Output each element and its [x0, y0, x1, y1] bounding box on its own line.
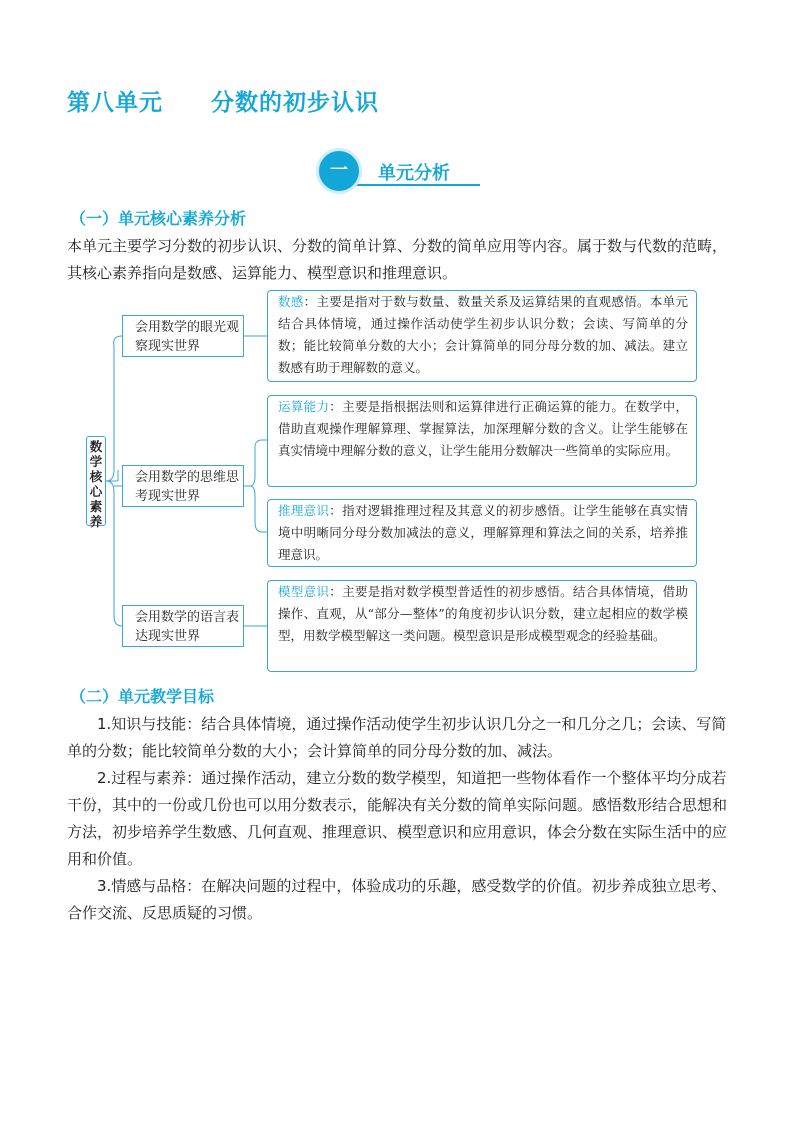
section2-heading: （二）单元教学目标 — [70, 687, 215, 706]
category-box-thinking: 会用数学的思维思考现实世界 — [122, 465, 244, 507]
desc-box-number-sense — [267, 290, 697, 382]
goal-knowledge-skills: 1.知识与技能：结合具体情境，通过操作活动使学生初步认识几分之一和几分之几；会读、写简单的分数；能比较简单分数的大小；会计算简单的同分母分数的加、减法。 — [67, 715, 727, 760]
desc-box-modeling — [267, 580, 697, 672]
section1-intro-text: 本单元主要学习分数的初步认识、分数的简单计算、分数的简单应用等内容。属于数与代数的范畴，其核心素养指向是数感、运算能力、模型意识和推理意识。 — [67, 237, 728, 282]
unit-topic: 分数的初步认识 — [211, 90, 379, 116]
banner-number-badge: 一 — [316, 148, 362, 194]
desc-computation: ：主要是指根据法则和运算律进行正确运算的能力。在数学中，借助直观操作理解算理、掌握算法，加深理解分数的含义。让学生能够在真实情境中理解分数的意义，让学生能用分数解决一些简单的实际应用。 — [278, 399, 688, 458]
diagram-root-box: 数学核心素养 — [86, 436, 106, 526]
category-box-language: 会用数学的语言表达现实世界 — [122, 605, 244, 647]
desc-reasoning: ：指对逻辑推理过程及其意义的初步感悟。让学生能够在真实情境中明晰同分母分数加减法的意义，理解算理和算法之间的关系，培养推理意识。 — [278, 503, 688, 562]
term-number-sense: 数感 — [278, 294, 304, 309]
section1-heading: （一）单元核心素养分析 — [70, 209, 247, 228]
goal-emotion-character: 3.情感与品格：在解决问题的过程中，体验成功的乐趣，感受数学的价值。初步养成独立思考、合作交流、反思质疑的习惯。 — [67, 877, 727, 922]
section1-intro — [67, 233, 727, 287]
banner-label: 单元分析 — [378, 163, 450, 184]
page-title — [67, 84, 379, 117]
term-modeling: 模型意识 — [278, 584, 330, 599]
category-box-vision: 会用数学的眼光观察现实世界 — [122, 315, 244, 357]
section2-goals — [67, 711, 727, 927]
desc-box-computation — [267, 395, 697, 487]
unit-number: 第八单元 — [67, 90, 163, 116]
desc-number-sense: ：主要是指对于数与数量、数量关系及运算结果的直观感悟。本单元结合具体情境，通过操作活动使学生初步认识分数；会读、写简单的分数；能比较简单分数的大小；会计算简单的同分母分数的加、减法。建立数感有助于理解数的意义。 — [278, 294, 688, 375]
desc-box-reasoning — [267, 499, 697, 567]
goal-process-literacy: 2.过程与素养：通过操作活动，建立分数的数学模型，知道把一些物体看作一个整体平均分成若干份，其中的一份或几份也可以用分数表示，能解决有关分数的简单实际问题。感悟数形结合思想和方法，初步培养学生数感、几何直观、推理意识、模型意识和应用意识，体会分数在实际生活中的应用和价值。 — [67, 769, 728, 868]
section-banner — [316, 148, 476, 194]
term-computation: 运算能力 — [278, 399, 330, 414]
desc-modeling: ：主要是指对数学模型普适性的初步感悟。结合具体情境，借助操作、直观，从“部分—整体”的角度初步认识分数，建立起相应的数学模型，用数学模型解这一类问题。模型意识是形成模型观念的经验基础。 — [278, 584, 688, 643]
term-reasoning: 推理意识 — [278, 503, 330, 518]
